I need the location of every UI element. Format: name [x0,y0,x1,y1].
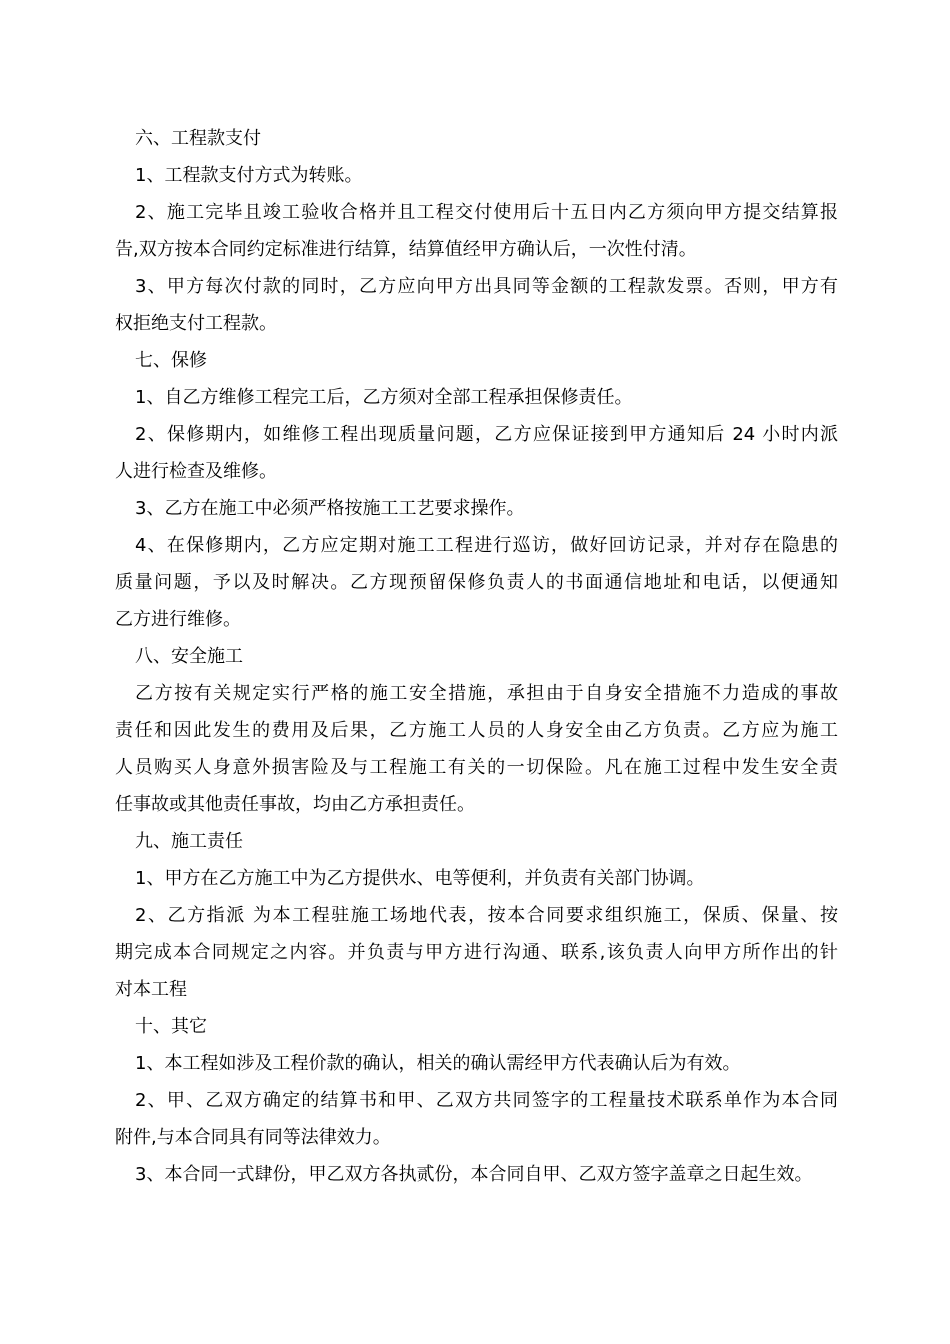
heading-text: 八、安全施工 [135,646,243,667]
section-heading [115,342,838,379]
paragraph-line: 对本工程 [115,979,187,1000]
paragraph [115,1156,838,1193]
paragraph-line: 附件,与本合同具有同等法律效力。 [115,1127,391,1148]
paragraph-line: 2、施工完毕且竣工验收合格并且工程交付使用后十五日内乙方须向甲方提交结算报 [135,202,838,223]
paragraph-line: 2、保修期内，如维修工程出现质量问题，乙方应保证接到甲方通知后 24 小时内派 [135,424,838,445]
paragraph [115,1082,838,1156]
paragraph [115,157,838,194]
paragraph [115,897,838,1008]
section-heading [115,823,838,860]
section-heading [115,638,838,675]
paragraph-line: 质量问题，予以及时解决。乙方现预留保修负责人的书面通信地址和电话，以便通知 [115,572,838,593]
paragraph-line: 1、工程款支付方式为转账。 [135,165,363,186]
paragraph-line: 1、甲方在乙方施工中为乙方提供水、电等便利，并负责有关部门协调。 [135,868,705,889]
paragraph-line: 任事故或其他责任事故，均由乙方承担责任。 [115,794,475,815]
paragraph-line: 告,双方按本合同约定标准进行结算，结算值经甲方确认后，一次性付清。 [115,239,697,260]
paragraph-line: 1、本工程如涉及工程价款的确认，相关的确认需经甲方代表确认后为有效。 [135,1053,741,1074]
paragraph-line: 3、乙方在施工中必须严格按施工工艺要求操作。 [135,498,525,519]
paragraph-line: 责任和因此发生的费用及后果，乙方施工人员的人身安全由乙方负责。乙方应为施工 [115,720,838,741]
paragraph [115,490,838,527]
paragraph-line: 1、自乙方维修工程完工后，乙方须对全部工程承担保修责任。 [135,387,633,408]
paragraph-line: 乙方按有关规定实行严格的施工安全措施，承担由于自身安全措施不力造成的事故 [135,683,838,704]
paragraph [115,194,838,268]
paragraph-line: 乙方进行维修。 [115,609,241,630]
paragraph-line: 2、甲、乙双方确定的结算书和甲、乙双方共同签字的工程量技术联系单作为本合同 [135,1090,838,1111]
paragraph-line: 3、本合同一式肆份，甲乙双方各执贰份，本合同自甲、乙双方签字盖章之日起生效。 [135,1164,813,1185]
heading-text: 七、保修 [135,350,207,371]
paragraph [115,527,838,638]
paragraph [115,416,838,490]
paragraph-line: 人进行检查及维修。 [115,461,277,482]
paragraph-line: 3、甲方每次付款的同时，乙方应向甲方出具同等金额的工程款发票。否则，甲方有 [135,276,838,297]
paragraph [115,675,838,823]
heading-text: 六、工程款支付 [135,128,261,149]
heading-text: 十、其它 [135,1016,207,1037]
paragraph-line: 人员购买人身意外损害险及与工程施工有关的一切保险。凡在施工过程中发生安全责 [115,757,838,778]
paragraph-line: 期完成本合同规定之内容。并负责与甲方进行沟通、联系,该负责人向甲方所作出的针 [115,942,838,963]
paragraph [115,268,838,342]
section-heading [115,1008,838,1045]
paragraph [115,379,838,416]
paragraph-line: 2、乙方指派 为本工程驻施工场地代表，按本合同要求组织施工，保质、保量、按 [135,905,838,926]
heading-text: 九、施工责任 [135,831,243,852]
paragraph [115,1045,838,1082]
paragraph [115,860,838,897]
section-heading [115,120,838,157]
paragraph-line: 权拒绝支付工程款。 [115,313,277,334]
paragraph-line: 4、在保修期内，乙方应定期对施工工程进行巡访，做好回访记录，并对存在隐患的 [135,535,838,556]
